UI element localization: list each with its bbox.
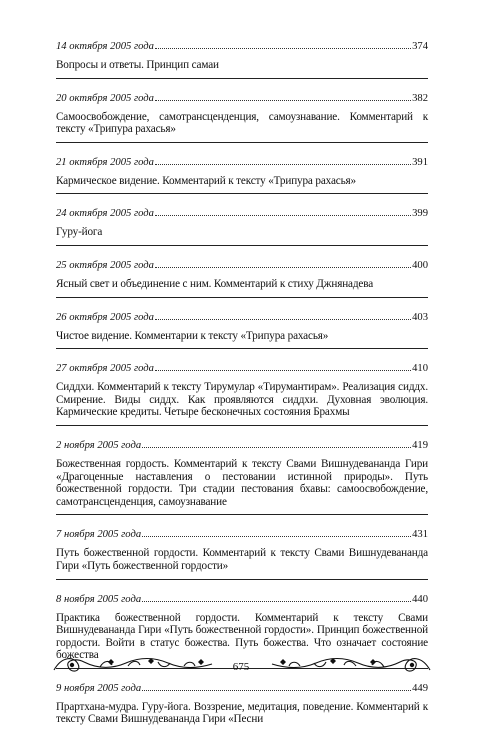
dot-leader	[142, 536, 411, 537]
toc-entry-header	[56, 40, 428, 54]
toc-entry	[56, 40, 428, 79]
toc-entry-header	[56, 311, 428, 325]
dot-leader	[155, 267, 411, 268]
page-number: 675	[232, 661, 250, 673]
toc-entry	[56, 207, 428, 246]
toc-entry-text: Ясный свет и объединение с ним. Комментарий к стиху Джнянадева	[56, 277, 374, 290]
toc-entry-date: 20 октября 2005 года	[56, 92, 154, 104]
toc-entry	[56, 259, 428, 298]
toc-entry-page: 400	[412, 259, 428, 271]
toc-entry-text: Прартхана-мудра. Гуру-йога. Воззрение, медитация, поведение. Комментарий к тексту Свами Вишнудевананда Гири «Песни	[56, 700, 428, 726]
toc-entry-page: 419	[412, 439, 428, 451]
toc-entry-date: 14 октября 2005 года	[56, 41, 154, 52]
toc-entry-header	[56, 362, 428, 376]
dot-leader	[155, 215, 411, 216]
toc-entry-text: Кармическое видение. Комментарий к тексту «Трипура рахасья»	[56, 174, 356, 187]
toc-entry-text: Вопросы и ответы. Принцип самаи	[56, 59, 219, 71]
toc-entry-text: Самоосвобождение, самотрансценденция, самоузнавание. Комментарий к тексту «Трипура рахасья»	[56, 110, 428, 136]
toc-entry-text: Чистое видение. Комментарии к тексту «Трипура рахасья»	[56, 329, 329, 342]
toc-entry	[56, 92, 428, 143]
toc-entry-date: 8 ноября 2005 года	[56, 593, 142, 605]
toc-entry-header	[56, 207, 428, 221]
toc-entry-date: 27 октября 2005 года	[56, 363, 154, 375]
toc-entry-page: 449	[412, 682, 428, 694]
toc-entry-header	[56, 156, 428, 170]
toc-entry-text: Гуру-йога	[56, 226, 103, 239]
toc-entry-header	[56, 439, 428, 453]
toc-entry-text: Сиддхи. Комментарий к тексту Тирумулар «Тирумантирам». Реализация сиддх. Смирение. Виды сиддх. Как проявляются сиддхи. Духовная эволюция. Кармические кредиты. Четыре бесконечных состояния Брахмы	[56, 381, 428, 419]
toc-entry-page: 440	[412, 593, 428, 605]
toc-entry	[56, 362, 428, 426]
toc-entry-text: Божественная гордость. Комментарий к тексту Свами Вишнудевананда Гири «Драгоценные наставления о пестовании истинной природы». Путь божественной гордости. Три стадии пестования бхавы: самоосвобождение, самотрансценденция, самоузнавание	[56, 457, 428, 508]
toc-entry-header	[56, 593, 428, 607]
toc-entry-date: 24 октября 2005 года	[56, 208, 154, 220]
dot-leader	[155, 319, 411, 320]
table-of-contents	[56, 40, 428, 745]
dot-leader	[142, 447, 411, 448]
toc-entry-text: Практика божественной гордости. Комментарий к тексту Свами Вишнудевананда Гири «Путь божественной гордости». Принцип божественной гордости. Войти в статус божества. Путь божества. Что означает состояние божества	[56, 611, 428, 662]
toc-entry	[56, 682, 428, 732]
toc-entry	[56, 528, 428, 579]
toc-entry-date: 9 ноября 2005 года	[56, 682, 142, 694]
toc-entry-page: 410	[412, 363, 428, 375]
toc-entry-page: 391	[412, 156, 428, 168]
dot-leader	[142, 601, 411, 602]
toc-entry-header	[56, 682, 428, 696]
dot-leader	[155, 164, 411, 165]
dot-leader	[155, 370, 411, 371]
toc-entry-date: 2 ноября 2005 года	[56, 439, 142, 451]
dot-leader	[155, 48, 411, 49]
toc-entry-page: 399	[412, 208, 428, 220]
toc-entry	[56, 439, 428, 515]
toc-entry-date: 7 ноября 2005 года	[56, 529, 142, 541]
dot-leader	[142, 690, 411, 691]
toc-entry	[56, 311, 428, 350]
toc-entry-page: 431	[412, 529, 428, 541]
toc-entry-page: 382	[412, 92, 428, 104]
toc-entry	[56, 156, 428, 195]
toc-entry-header	[56, 528, 428, 542]
toc-entry-page: 403	[412, 311, 428, 323]
toc-entry-date: 26 октября 2005 года	[56, 311, 154, 323]
toc-entry-text: Путь божественной гордости. Комментарий к тексту Свами Вишнудевананда Гири «Путь божественной гордости»	[56, 547, 428, 572]
toc-entry-header	[56, 92, 428, 106]
toc-entry-page: 374	[412, 41, 428, 52]
toc-entry-date: 21 октября 2005 года	[56, 156, 154, 168]
toc-entry-date: 25 октября 2005 года	[56, 259, 154, 271]
toc-entry-header	[56, 259, 428, 273]
dot-leader	[155, 100, 411, 101]
